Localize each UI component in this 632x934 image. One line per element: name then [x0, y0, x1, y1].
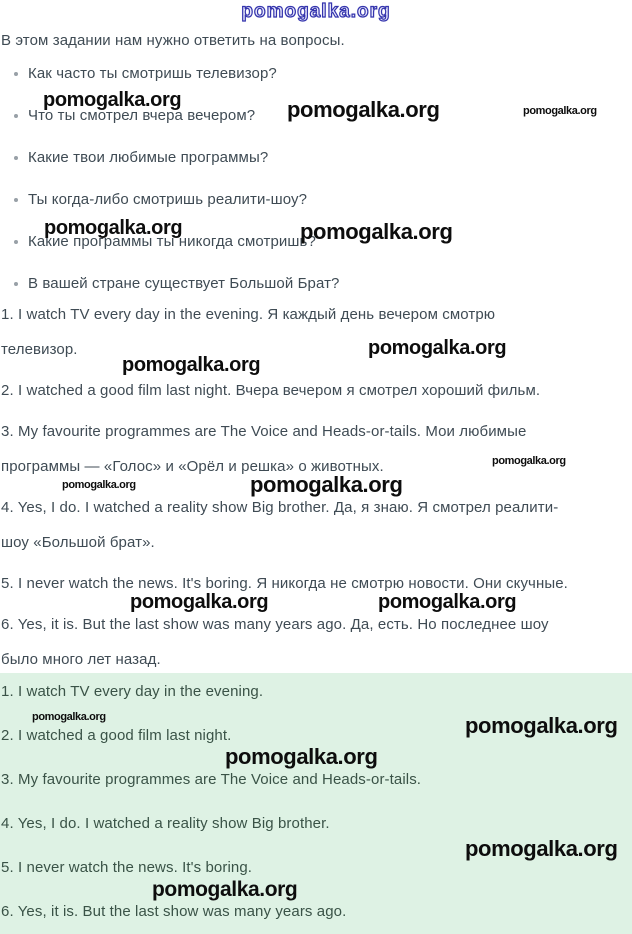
short-answer-line: 4. Yes, I do. I watched a reality show Big brother. — [1, 815, 330, 832]
watermark-text: pomogalka.org — [465, 713, 618, 738]
watermark-text: pomogalka.org — [287, 97, 440, 122]
answer-line: 3. My favourite programmes are The Voice and Heads-or-tails. Мои любимые — [1, 423, 527, 440]
answer-paragraph — [1, 490, 632, 560]
watermark-text: pomogalka.org — [44, 217, 183, 239]
answer-line: 1. I watch TV every day in the evening. Я каждый день вечером смотрю — [1, 306, 496, 323]
question-item — [0, 274, 632, 294]
watermark-text: pomogalka.org — [368, 337, 507, 359]
answer-line: 5. I never watch the news. It's boring. Я никогда не смотрю новости. Они скучные. — [1, 575, 568, 592]
question-text: Как часто ты смотришь телевизор? — [28, 65, 277, 82]
answer-line: 2. I watched a good film last night. Вчера вечером я смотрел хороший фильм. — [1, 382, 541, 399]
short-answer-line: 1. I watch TV every day in the evening. — [1, 683, 264, 700]
question-item — [0, 190, 632, 210]
answer-paragraph — [1, 566, 632, 601]
watermark-text: pomogalka.org — [250, 472, 403, 497]
watermark-text: pomogalka.org — [130, 591, 269, 613]
bullet-icon — [14, 72, 18, 76]
bullet-icon — [14, 282, 18, 286]
answer-line: программы — «Голос» и «Орёл и решка» о животных. — [1, 458, 384, 475]
question-item — [0, 148, 632, 168]
watermark-text: pomogalka.org — [122, 354, 261, 376]
watermark-text: pomogalka.org — [32, 711, 106, 723]
short-answer-line: 2. I watched a good film last night. — [1, 727, 232, 744]
short-answer-line: 5. I never watch the news. It's boring. — [1, 859, 253, 876]
watermark-text: pomogalka.org — [225, 744, 378, 769]
short-answer-line: 6. Yes, it is. But the last show was many years ago. — [1, 903, 347, 920]
answer-line: шоу «Большой брат». — [1, 534, 155, 551]
bullet-icon — [14, 198, 18, 202]
watermark-text: pomogalka.org — [300, 219, 453, 244]
answer-paragraph — [1, 297, 632, 367]
question-text: В вашей стране существует Большой Брат? — [28, 275, 340, 292]
question-text: Ты когда-либо смотришь реалити-шоу? — [28, 191, 308, 208]
watermark-text: pomogalka.org — [152, 878, 298, 901]
question-text: Что ты смотрел вчера вечером? — [28, 107, 256, 124]
question-text: Какие программы ты никогда смотришь? — [28, 233, 316, 250]
answer-line: 6. Yes, it is. But the last show was many years ago. Да, есть. Но последнее шоу — [1, 616, 549, 633]
watermark-text: pomogalka.org — [523, 105, 597, 117]
answer-line: было много лет назад. — [1, 651, 161, 668]
question-text: Какие твои любимые программы? — [28, 149, 269, 166]
watermark-outline-text: pomogalka.org — [241, 1, 391, 22]
bullet-icon — [14, 114, 18, 118]
watermark-text: pomogalka.org — [62, 479, 136, 491]
short-answer-line: 3. My favourite programmes are The Voice and Heads-or-tails. — [1, 771, 422, 788]
watermark-text: pomogalka.org — [492, 455, 566, 467]
watermark-text: pomogalka.org — [465, 836, 618, 861]
watermark-text: pomogalka.org — [378, 591, 517, 613]
answer-line: телевизор. — [1, 341, 78, 358]
answer-paragraph — [1, 373, 632, 408]
watermark-text: pomogalka.org — [43, 89, 182, 111]
answer-line: 4. Yes, I do. I watched a reality show Big brother. Да, я знаю. Я смотрел реалити- — [1, 499, 559, 516]
answer-paragraph — [1, 607, 632, 677]
question-item — [0, 64, 632, 84]
bullet-icon — [14, 240, 18, 244]
bullet-icon — [14, 156, 18, 160]
task-intro-text: В этом задании нам нужно ответить на вопросы. — [1, 32, 345, 49]
